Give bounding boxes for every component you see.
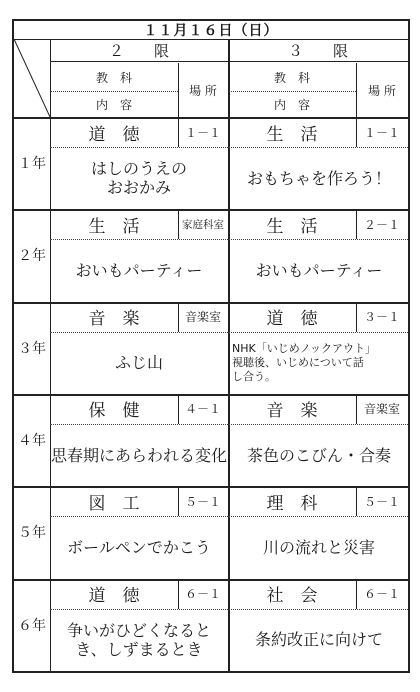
content-right: NHK「いじめノックアウト」 視聴後、いじめについて話 し合う。 <box>232 341 376 383</box>
place-left: 音楽室 <box>184 310 221 325</box>
content-left: ふじ山 <box>114 353 163 373</box>
place-right: １－１ <box>363 125 400 140</box>
content-right: 茶色のこびん・合奏 <box>246 445 391 465</box>
place-left: ５－１ <box>184 494 221 509</box>
place-right: ２－１ <box>363 217 400 232</box>
grade-label: ６年 <box>18 617 46 634</box>
grade-label: ４年 <box>18 433 46 450</box>
timetable <box>12 19 410 673</box>
content-header-right: 内 容 <box>273 97 310 112</box>
date-title: １１月１６日（日） <box>143 23 279 39</box>
subject-left: 図 工 <box>88 493 140 514</box>
place-left: １－１ <box>184 125 221 140</box>
subject-right: 道 徳 <box>266 309 318 330</box>
grade-label: ２年 <box>18 248 46 265</box>
subject-right: 生 活 <box>266 216 318 237</box>
subject-right: 社 会 <box>266 586 318 606</box>
place-header-left: 場 所 <box>189 83 217 98</box>
subject-left: 道 徳 <box>88 586 140 606</box>
place-left: ４－１ <box>184 402 221 417</box>
subject-header-left: 教 科 <box>95 70 132 85</box>
content-right: おいもパーティー <box>255 260 383 280</box>
place-header-right: 場 所 <box>368 83 396 98</box>
subject-right: 音 楽 <box>266 401 318 422</box>
grade-label: １年 <box>18 156 46 173</box>
place-right: 音楽室 <box>363 402 400 417</box>
content-left: 争いがひどくなると き、しずまるとき <box>66 620 211 659</box>
subject-left: 保 健 <box>88 401 140 422</box>
place-left: 家庭科室 <box>182 218 224 231</box>
content-right: 条約改正に向けて <box>254 630 383 650</box>
content-left: おいもパーティー <box>75 260 203 280</box>
subject-left: 生 活 <box>88 216 140 237</box>
content-right: おもちゃを作ろう！ <box>246 168 391 188</box>
period-3-header: ３ 限 <box>287 41 348 60</box>
grade-label: ５年 <box>18 525 46 542</box>
subject-header-right: 教 科 <box>273 70 310 85</box>
content-left: 思春期にあらわれる変化 <box>51 445 228 465</box>
place-right: ３－１ <box>363 310 400 325</box>
corner-diagonal <box>14 39 50 117</box>
period-2-header: ２ 限 <box>108 41 169 60</box>
content-left: はしのうえの おおかみ <box>90 159 187 198</box>
place-left: ６－１ <box>184 587 221 601</box>
grade-label: ３年 <box>18 340 46 357</box>
subject-right: 生 活 <box>266 124 318 145</box>
place-right: ５－１ <box>363 494 400 509</box>
subject-left: 音 楽 <box>88 309 140 330</box>
place-right: ６－１ <box>363 587 400 601</box>
content-header-left: 内 容 <box>95 97 132 112</box>
subject-left: 道 徳 <box>88 124 140 145</box>
content-right: 川の流れと災害 <box>262 537 375 557</box>
content-left: ボールペンでかこう <box>67 537 211 557</box>
subject-right: 理 科 <box>266 493 318 514</box>
